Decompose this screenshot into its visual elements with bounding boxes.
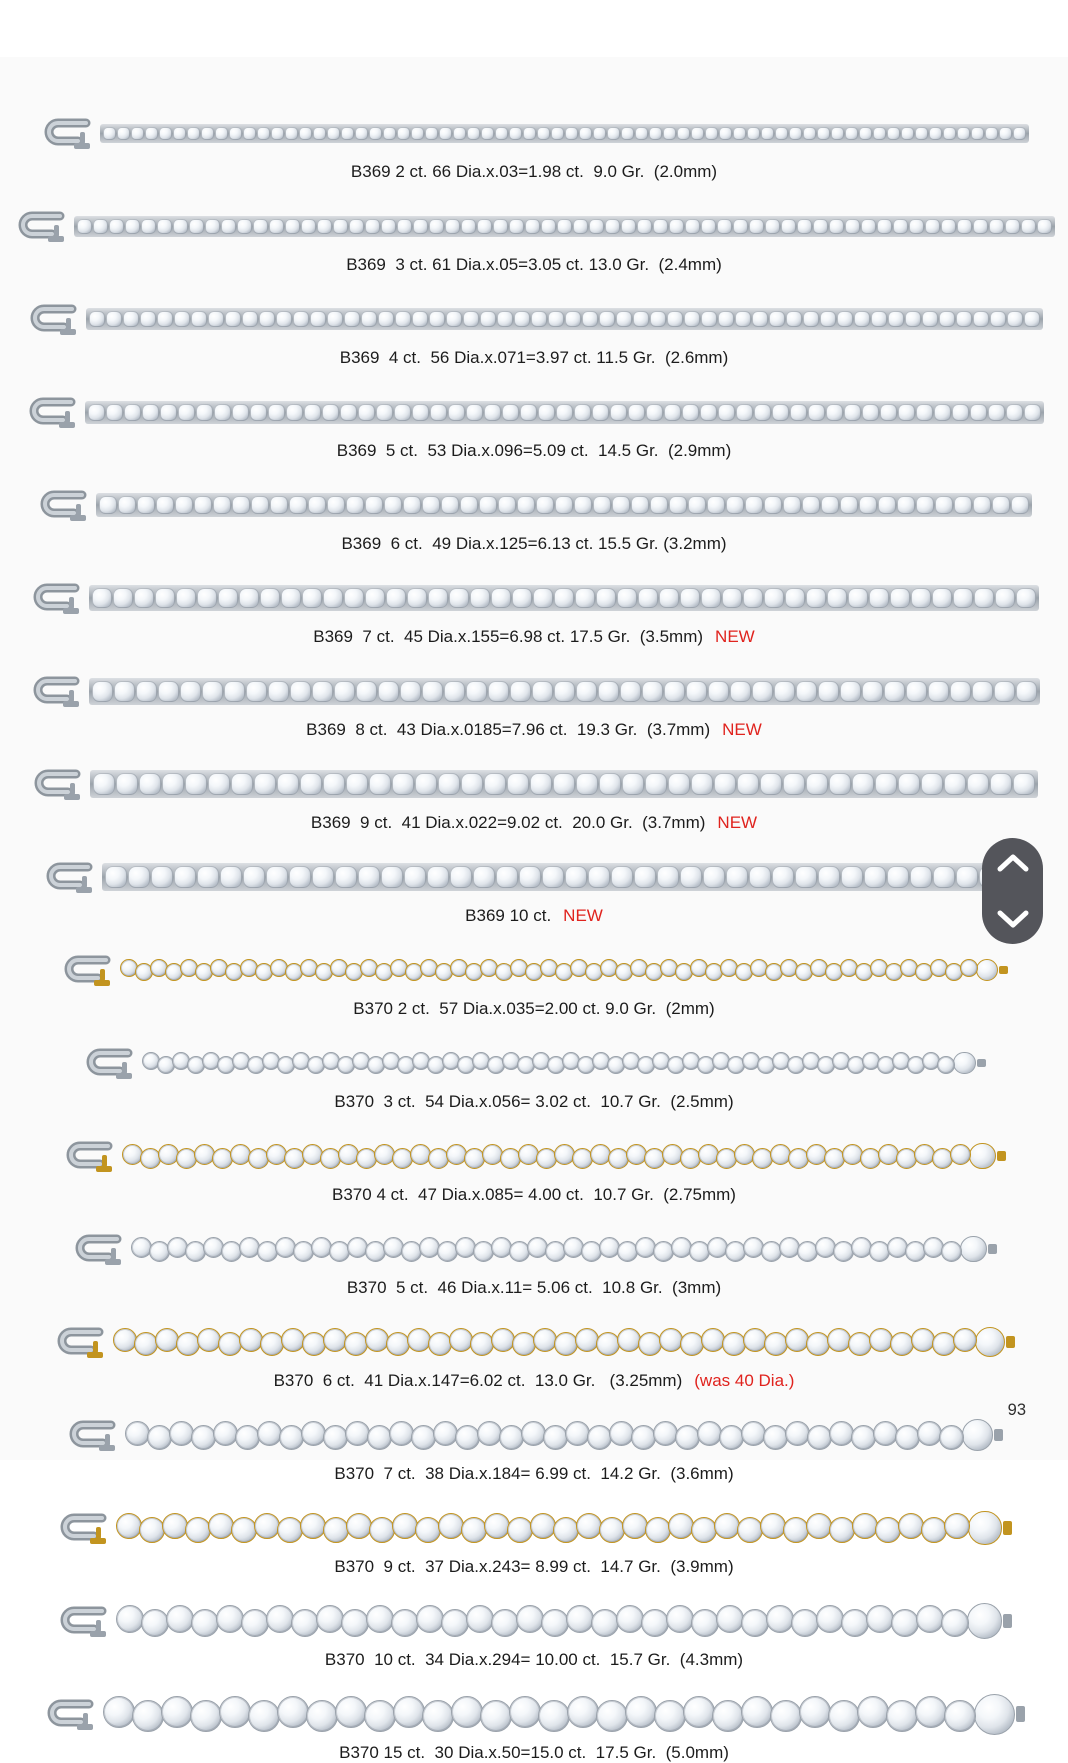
product-caption-text: B370 15 ct. 30 Dia.x.50=15.0 ct. 17.5 Gr. (5.0mm) xyxy=(339,1743,729,1762)
product-row xyxy=(0,661,1068,740)
clasp-icon xyxy=(26,297,84,341)
product-caption xyxy=(341,534,726,554)
product-caption xyxy=(274,1371,795,1391)
product-caption-text: B370 6 ct. 41 Dia.x.147=6.02 ct. 13.0 Gr. (3.25mm) xyxy=(273,1371,683,1390)
product-caption-text: B369 5 ct. 53 Dia.x.096=5.09 ct. 14.5 Gr. (2.9mm) xyxy=(336,441,732,460)
product-row xyxy=(0,847,1068,926)
product-caption-text: B369 8 ct. 43 Dia.x.0185=7.96 ct. 19.3 Gr. (3.7mm) xyxy=(306,720,711,739)
bracelet-image xyxy=(53,1320,1016,1364)
diamond-strip xyxy=(116,1607,969,1635)
product-caption-text: B370 2 ct. 57 Dia.x.035=2.00 ct. 9.0 Gr. (2mm) xyxy=(353,999,715,1018)
bracelet-image xyxy=(65,1413,1004,1457)
bracelet-image xyxy=(62,1134,1006,1178)
diamond-strip xyxy=(85,401,1044,424)
bracelet-image xyxy=(71,1227,997,1271)
product-caption xyxy=(340,348,729,368)
end-clasp-icon xyxy=(976,959,999,982)
product-caption xyxy=(306,720,762,740)
diamond-strip xyxy=(103,1698,976,1730)
product-row xyxy=(0,754,1068,833)
product-caption-text: B370 9 ct. 37 Dia.x.243= 8.99 ct. 14.7 Gr. (3.9mm) xyxy=(334,1557,734,1576)
product-caption-text: B369 2 ct. 66 Dia.x.03=1.98 ct. 9.0 Gr. (2.0mm) xyxy=(350,162,718,181)
product-caption xyxy=(325,1650,743,1670)
clasp-icon xyxy=(30,762,88,806)
product-row xyxy=(0,568,1068,647)
diamond-strip xyxy=(74,216,1055,237)
diamond-strip xyxy=(89,585,1039,611)
end-clasp-icon xyxy=(953,1052,976,1075)
product-caption xyxy=(346,255,722,275)
product-caption xyxy=(351,162,717,182)
bracelet-image xyxy=(56,1506,1011,1550)
clasp-icon xyxy=(56,1506,114,1550)
bracelet-image xyxy=(29,576,1039,620)
product-caption-text: B369 4 ct. 56 Dia.x.071=3.97 ct. 11.5 Gr. (2.6mm) xyxy=(339,348,729,367)
end-clasp-icon xyxy=(968,1511,1001,1544)
diamond-strip xyxy=(90,770,1038,798)
product-row xyxy=(0,1684,1068,1763)
diamond-strip xyxy=(113,1330,977,1354)
product-row xyxy=(0,1312,1068,1391)
product-caption-text: B370 7 ct. 38 Dia.x.184= 6.99 ct. 14.2 Gr. (3.6mm) xyxy=(334,1464,734,1483)
diamond-strip xyxy=(89,678,1040,705)
product-caption xyxy=(334,1092,733,1112)
scroll-down-button[interactable] xyxy=(996,909,1030,929)
product-list xyxy=(0,57,1068,1763)
scroll-up-button[interactable] xyxy=(996,853,1030,873)
bracelet-image xyxy=(14,204,1055,248)
end-clasp-icon xyxy=(969,1143,996,1170)
bracelet-image xyxy=(30,762,1038,806)
page-number: 93 xyxy=(1007,1401,1026,1419)
product-caption-note: NEW xyxy=(563,906,603,925)
product-caption xyxy=(339,1743,729,1763)
product-caption-text: B370 4 ct. 47 Dia.x.085= 4.00 ct. 10.7 Gr. (2.75mm) xyxy=(332,1185,736,1204)
product-row xyxy=(0,1033,1068,1112)
chevron-down-icon xyxy=(996,909,1030,929)
product-caption xyxy=(353,999,714,1019)
clasp-icon xyxy=(14,204,72,248)
product-caption-text: B369 3 ct. 61 Dia.x.05=3.05 ct. 13.0 Gr. (2.4mm) xyxy=(346,255,722,274)
clasp-icon xyxy=(36,483,94,527)
clasp-icon xyxy=(56,1599,114,1643)
product-caption xyxy=(337,441,732,461)
end-clasp-icon xyxy=(974,1694,1015,1735)
product-caption xyxy=(332,1185,736,1205)
product-row xyxy=(0,382,1068,461)
end-clasp-icon xyxy=(967,1603,1003,1639)
diamond-strip xyxy=(96,493,1032,517)
bracelet-image xyxy=(82,1041,986,1085)
product-caption xyxy=(334,1557,733,1577)
product-caption-text: B370 3 ct. 54 Dia.x.056= 3.02 ct. 10.7 Gr. (2.5mm) xyxy=(334,1092,734,1111)
bracelet-image xyxy=(26,297,1043,341)
scroll-widget xyxy=(982,838,1043,944)
product-caption xyxy=(334,1464,733,1484)
bracelet-image xyxy=(42,855,1027,899)
clasp-icon xyxy=(29,669,87,713)
product-caption-text: B369 9 ct. 41 Dia.x.022=9.02 ct. 20.0 Gr. (3.7mm) xyxy=(310,813,706,832)
bracelet-image xyxy=(25,390,1044,434)
bracelet-image xyxy=(40,111,1029,155)
diamond-strip xyxy=(100,124,1029,143)
diamond-strip xyxy=(86,308,1043,330)
product-row xyxy=(0,103,1068,182)
product-caption xyxy=(311,813,757,833)
clasp-icon xyxy=(25,390,83,434)
diamond-strip xyxy=(120,961,978,979)
bracelet-image xyxy=(36,483,1032,527)
product-caption xyxy=(347,1278,721,1298)
product-row xyxy=(0,1126,1068,1205)
product-row xyxy=(0,1219,1068,1298)
product-row xyxy=(0,1591,1068,1670)
diamond-strip xyxy=(116,1515,970,1541)
end-clasp-icon xyxy=(975,1327,1006,1358)
product-caption-note: NEW xyxy=(717,813,758,832)
clasp-icon xyxy=(65,1413,123,1457)
product-caption-note: NEW xyxy=(715,627,755,646)
clasp-icon xyxy=(40,111,98,155)
bracelet-image xyxy=(56,1599,1013,1643)
product-caption-text: B370 5 ct. 46 Dia.x.11= 5.06 ct. 10.8 Gr. (3mm) xyxy=(346,1278,722,1297)
product-caption-note: NEW xyxy=(722,720,762,739)
product-caption-text: B369 7 ct. 45 Dia.x.155=6.98 ct. 17.5 Gr. (3.5mm) xyxy=(313,627,704,646)
diamond-strip xyxy=(125,1423,964,1448)
product-row xyxy=(0,196,1068,275)
clasp-icon xyxy=(62,1134,120,1178)
bracelet-image xyxy=(60,948,1009,992)
clasp-icon xyxy=(42,855,100,899)
chevron-up-icon xyxy=(996,853,1030,873)
product-row xyxy=(0,475,1068,554)
product-row xyxy=(0,940,1068,1019)
product-caption xyxy=(313,627,754,647)
product-caption-text: B369 6 ct. 49 Dia.x.125=6.13 ct. 15.5 Gr. (3.2mm) xyxy=(341,534,727,553)
product-caption-note: (was 40 Dia.) xyxy=(694,1371,795,1390)
end-clasp-icon xyxy=(960,1236,987,1263)
clasp-icon xyxy=(71,1227,129,1271)
product-caption xyxy=(465,906,603,926)
catalog-page xyxy=(0,57,1068,1762)
product-row xyxy=(0,1498,1068,1577)
bracelet-image xyxy=(43,1692,1025,1736)
clasp-icon xyxy=(60,948,118,992)
diamond-strip xyxy=(122,1146,971,1167)
diamond-strip xyxy=(142,1054,955,1072)
clasp-icon xyxy=(43,1692,101,1736)
diamond-strip xyxy=(131,1239,962,1260)
product-row xyxy=(0,1405,1068,1484)
clasp-icon xyxy=(82,1041,140,1085)
product-row xyxy=(0,289,1068,368)
bracelet-image xyxy=(29,669,1040,713)
clasp-icon xyxy=(29,576,87,620)
product-caption-text: B369 10 ct. xyxy=(465,906,552,925)
end-clasp-icon xyxy=(962,1419,994,1451)
diamond-strip xyxy=(102,863,1027,891)
clasp-icon xyxy=(53,1320,111,1364)
product-caption-text: B370 10 ct. 34 Dia.x.294= 10.00 ct. 15.7 Gr. (4.3mm) xyxy=(324,1650,744,1669)
